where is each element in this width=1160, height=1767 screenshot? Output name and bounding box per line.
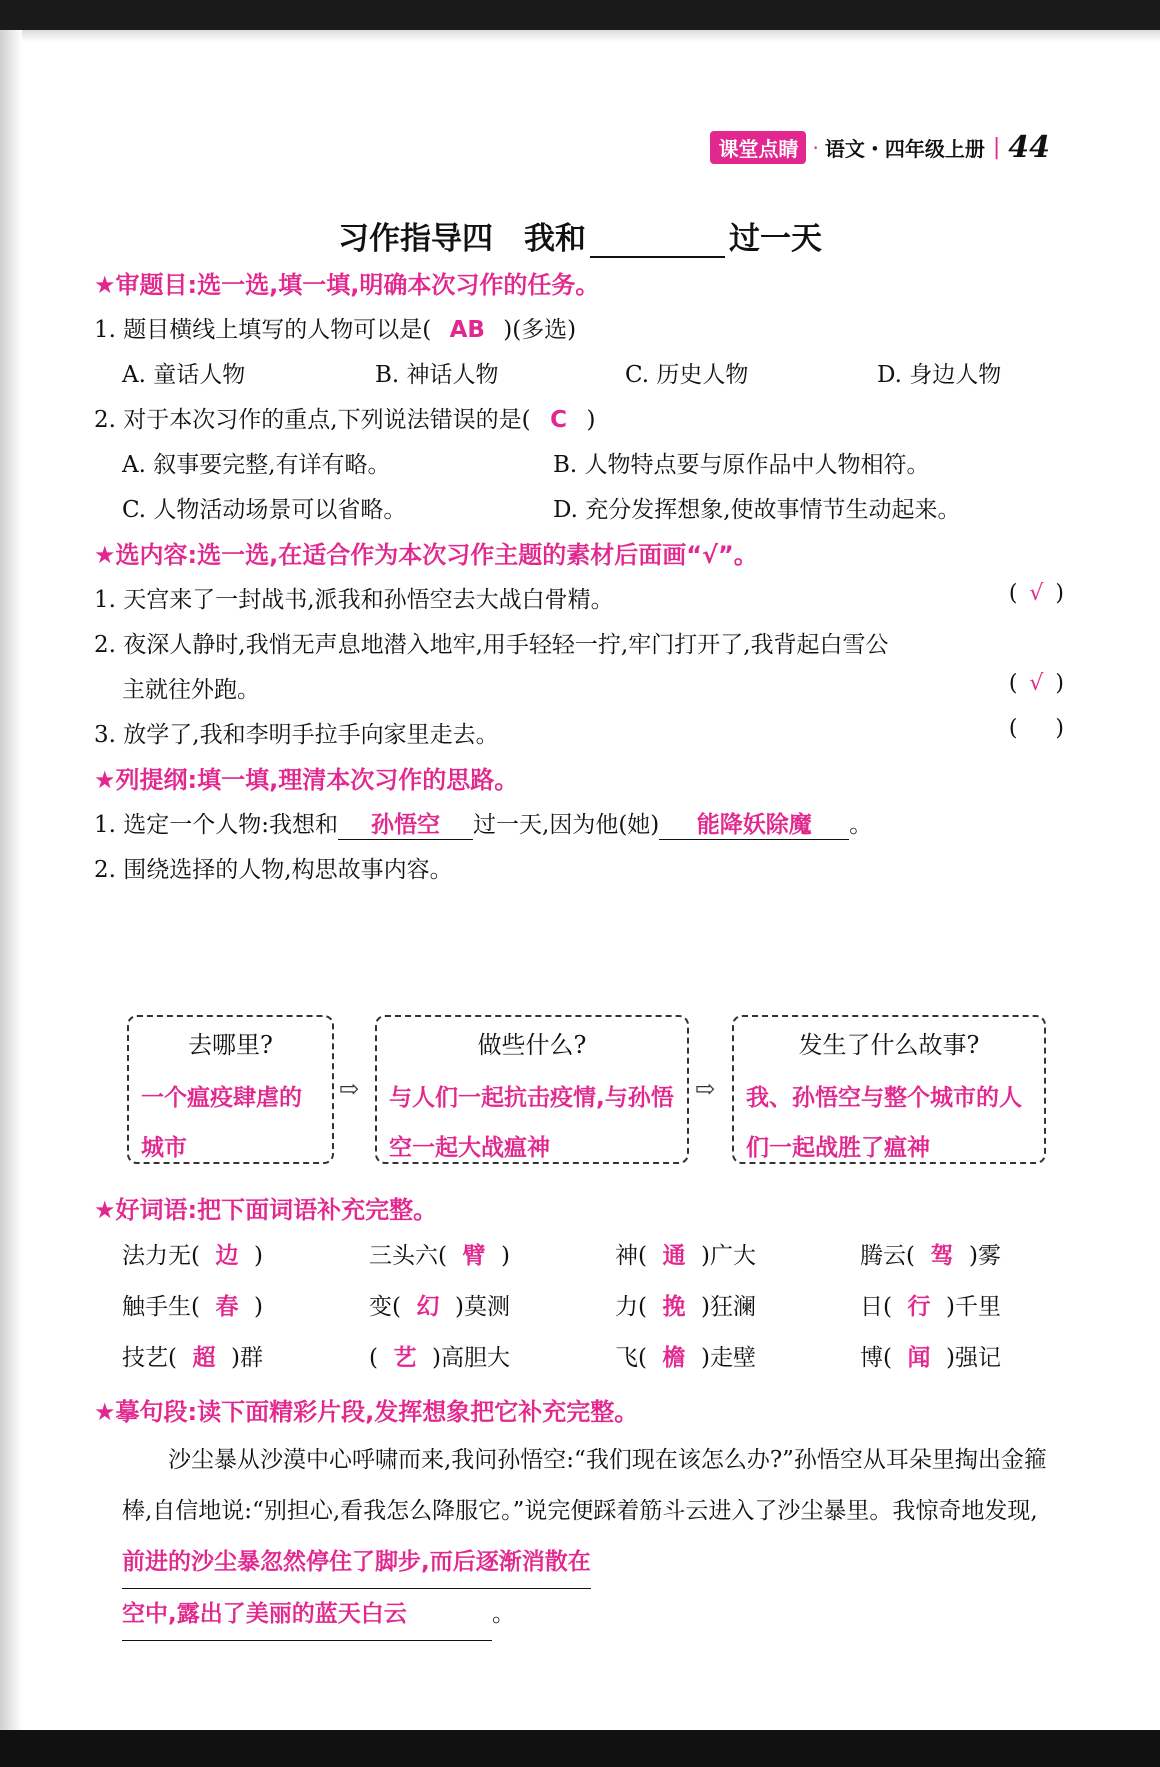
idiom-text: ( — [369, 1345, 378, 1371]
idiom-text: 变( — [369, 1294, 401, 1320]
title-blank — [590, 226, 725, 258]
question-text: 2. 对于本次习作的重点,下列说法错误的是( — [94, 407, 531, 433]
idiom-item — [615, 1339, 756, 1372]
idiom-item — [860, 1339, 1001, 1372]
outline-text: 过一天,因为他(她) — [473, 812, 660, 838]
idiom-text: 触手生( — [122, 1294, 200, 1320]
passage — [122, 1435, 1067, 1641]
idiom-text: )广大 — [700, 1243, 756, 1269]
box-title: 去哪里? — [188, 1031, 273, 1059]
idiom-text: )走壁 — [700, 1345, 756, 1371]
page-header — [710, 130, 1050, 165]
option-b: B. 人物特点要与原作品中人物相符。 — [553, 452, 930, 478]
material-item-2-cont: 主就往外跑。 — [122, 677, 260, 703]
idiom-item — [860, 1288, 1001, 1321]
idiom-text: 技艺( — [122, 1345, 177, 1371]
outline-line-2: 2. 围绕选择的人物,构思故事内容。 — [94, 857, 453, 883]
answer-text: 能降妖除魔 — [659, 806, 849, 840]
passage-text: 沙尘暴从沙漠中心呼啸而来,我问孙悟空:“我们现在该怎么办?”孙悟空从耳朵里掏出金箍棒,自信地说:“别担心,看我怎么降服它。”说完便踩着筋斗云进入了沙尘暴里。我惊奇地发现, — [122, 1447, 1047, 1524]
idiom-text: ) — [253, 1243, 263, 1269]
series-badge: 课堂点睛 — [710, 131, 806, 164]
subject-label: 语文・四年级上册 — [824, 137, 985, 161]
option-c: C. 人物活动场景可以省略。 — [122, 497, 407, 523]
page-shadow — [0, 30, 1160, 42]
idiom-text: 日( — [860, 1294, 892, 1320]
answer-text: 前进的沙尘暴忽然停住了脚步,而后逐渐消散在 — [122, 1537, 591, 1589]
idiom-item — [369, 1339, 510, 1372]
outline-text: 。 — [849, 812, 873, 838]
idiom-text: )雾 — [968, 1243, 1001, 1269]
option-b: B. 神话人物 — [375, 362, 499, 388]
option-d: D. 身边人物 — [877, 362, 1002, 388]
box-content: 与人们一起抗击疫情,与孙悟空一起大战瘟神 — [389, 1085, 674, 1161]
arrow-right-icon: ⇨ — [695, 1075, 716, 1103]
idiom-item — [369, 1288, 510, 1321]
idiom-text: )群 — [230, 1345, 263, 1371]
section-heading-5: ★摹句段:读下面精彩片段,发挥想象把它补充完整。 — [94, 1398, 639, 1426]
idiom-text: ) — [500, 1243, 510, 1269]
title-suffix: 过一天 — [729, 221, 822, 257]
answer-text: 孙悟空 — [338, 806, 473, 840]
idiom-item — [122, 1237, 263, 1270]
outline-box-where — [127, 1015, 334, 1164]
question-text: ) — [586, 407, 596, 433]
section-heading-1: ★审题目:选一选,填一填,明确本次习作的任务。 — [94, 271, 600, 299]
question-1 — [94, 311, 576, 344]
question-text: )(多选) — [503, 317, 577, 343]
answer-text: 驾 — [930, 1243, 954, 1269]
section-heading-4: ★好词语:把下面词语补充完整。 — [94, 1196, 438, 1224]
idiom-text: 神( — [615, 1243, 647, 1269]
answer-text: 幻 — [416, 1294, 440, 1320]
option-c: C. 历史人物 — [625, 362, 749, 388]
option-a: A. 叙事要完整,有详有略。 — [122, 452, 391, 478]
box-content: 我、孙悟空与整个城市的人们一起战胜了瘟神 — [746, 1085, 1022, 1161]
idiom-item — [615, 1237, 756, 1270]
idiom-item — [122, 1288, 263, 1321]
outline-box-story — [732, 1015, 1046, 1164]
idiom-text: ) — [253, 1294, 263, 1320]
option-a: A. 童话人物 — [122, 362, 246, 388]
header-dot: · — [812, 135, 819, 160]
box-content: 一个瘟疫肆虐的城市 — [141, 1085, 302, 1161]
question-text: 1. 题目横线上填写的人物可以是( — [94, 317, 432, 343]
idiom-text: 飞( — [615, 1345, 647, 1371]
worksheet-page — [0, 30, 1160, 1730]
idiom-item — [122, 1339, 263, 1372]
answer-text: C — [550, 407, 567, 433]
idiom-text: )千里 — [945, 1294, 1001, 1320]
check-mark-3: ( ) — [1008, 716, 1064, 741]
outline-text: 1. 选定一个人物:我想和 — [94, 812, 339, 838]
answer-text: 空中,露出了美丽的蓝天白云 — [122, 1589, 492, 1641]
outline-line-1 — [94, 806, 872, 840]
box-title: 发生了什么故事? — [798, 1031, 980, 1059]
section-heading-2: ★选内容:选一选,在适合作为本次习作主题的素材后面画“√”。 — [94, 541, 758, 569]
idiom-text: 三头六( — [369, 1243, 447, 1269]
page-shadow — [0, 30, 22, 1730]
check-answer: √ — [1029, 671, 1044, 696]
idiom-item — [860, 1237, 1001, 1270]
idiom-text: )莫测 — [454, 1294, 510, 1320]
answer-text: 行 — [907, 1294, 931, 1320]
box-title: 做些什么? — [477, 1031, 587, 1059]
question-2 — [94, 401, 596, 434]
section-heading-3: ★列提纲:填一填,理清本次习作的思路。 — [94, 766, 519, 794]
answer-text: 边 — [215, 1243, 239, 1269]
idiom-item — [369, 1237, 510, 1270]
passage-text: 。 — [492, 1601, 515, 1627]
check-mark-2: ( √ ) — [1008, 671, 1064, 696]
material-item-3: 3. 放学了,我和李明手拉手向家里走去。 — [94, 722, 499, 748]
material-item-1: 1. 天宫来了一封战书,派我和孙悟空去大战白骨精。 — [94, 587, 614, 613]
check-mark-1: ( √ ) — [1008, 581, 1064, 606]
answer-text: 臂 — [462, 1243, 486, 1269]
idiom-text: )狂澜 — [700, 1294, 756, 1320]
idiom-item — [615, 1288, 756, 1321]
page-number: 44 — [1008, 130, 1050, 165]
idiom-text: 力( — [615, 1294, 647, 1320]
idiom-text: )高胆大 — [431, 1345, 510, 1371]
answer-text: 闻 — [907, 1345, 931, 1371]
outline-box-what — [375, 1015, 689, 1164]
idiom-text: )强记 — [945, 1345, 1001, 1371]
page-title — [0, 213, 1160, 258]
header-separator: | — [992, 135, 1001, 160]
answer-text: 艺 — [393, 1345, 417, 1371]
answer-text: AB — [449, 317, 485, 343]
arrow-right-icon: ⇨ — [339, 1075, 360, 1103]
idiom-text: 博( — [860, 1345, 892, 1371]
idiom-text: 法力无( — [122, 1243, 200, 1269]
option-d: D. 充分发挥想象,使故事情节生动起来。 — [553, 497, 961, 523]
idiom-text: 腾云( — [860, 1243, 915, 1269]
title-prefix: 习作指导四 我和 — [338, 221, 586, 257]
answer-text: 檐 — [662, 1345, 686, 1371]
answer-text: 挽 — [662, 1294, 686, 1320]
answer-text: 春 — [215, 1294, 239, 1320]
check-answer: √ — [1029, 581, 1044, 606]
bottom-bar — [0, 1730, 1160, 1767]
answer-text: 超 — [192, 1345, 216, 1371]
answer-text: 通 — [662, 1243, 686, 1269]
material-item-2: 2. 夜深人静时,我悄无声息地潜入地牢,用手轻轻一拧,牢门打开了,我背起白雪公 — [94, 632, 889, 658]
